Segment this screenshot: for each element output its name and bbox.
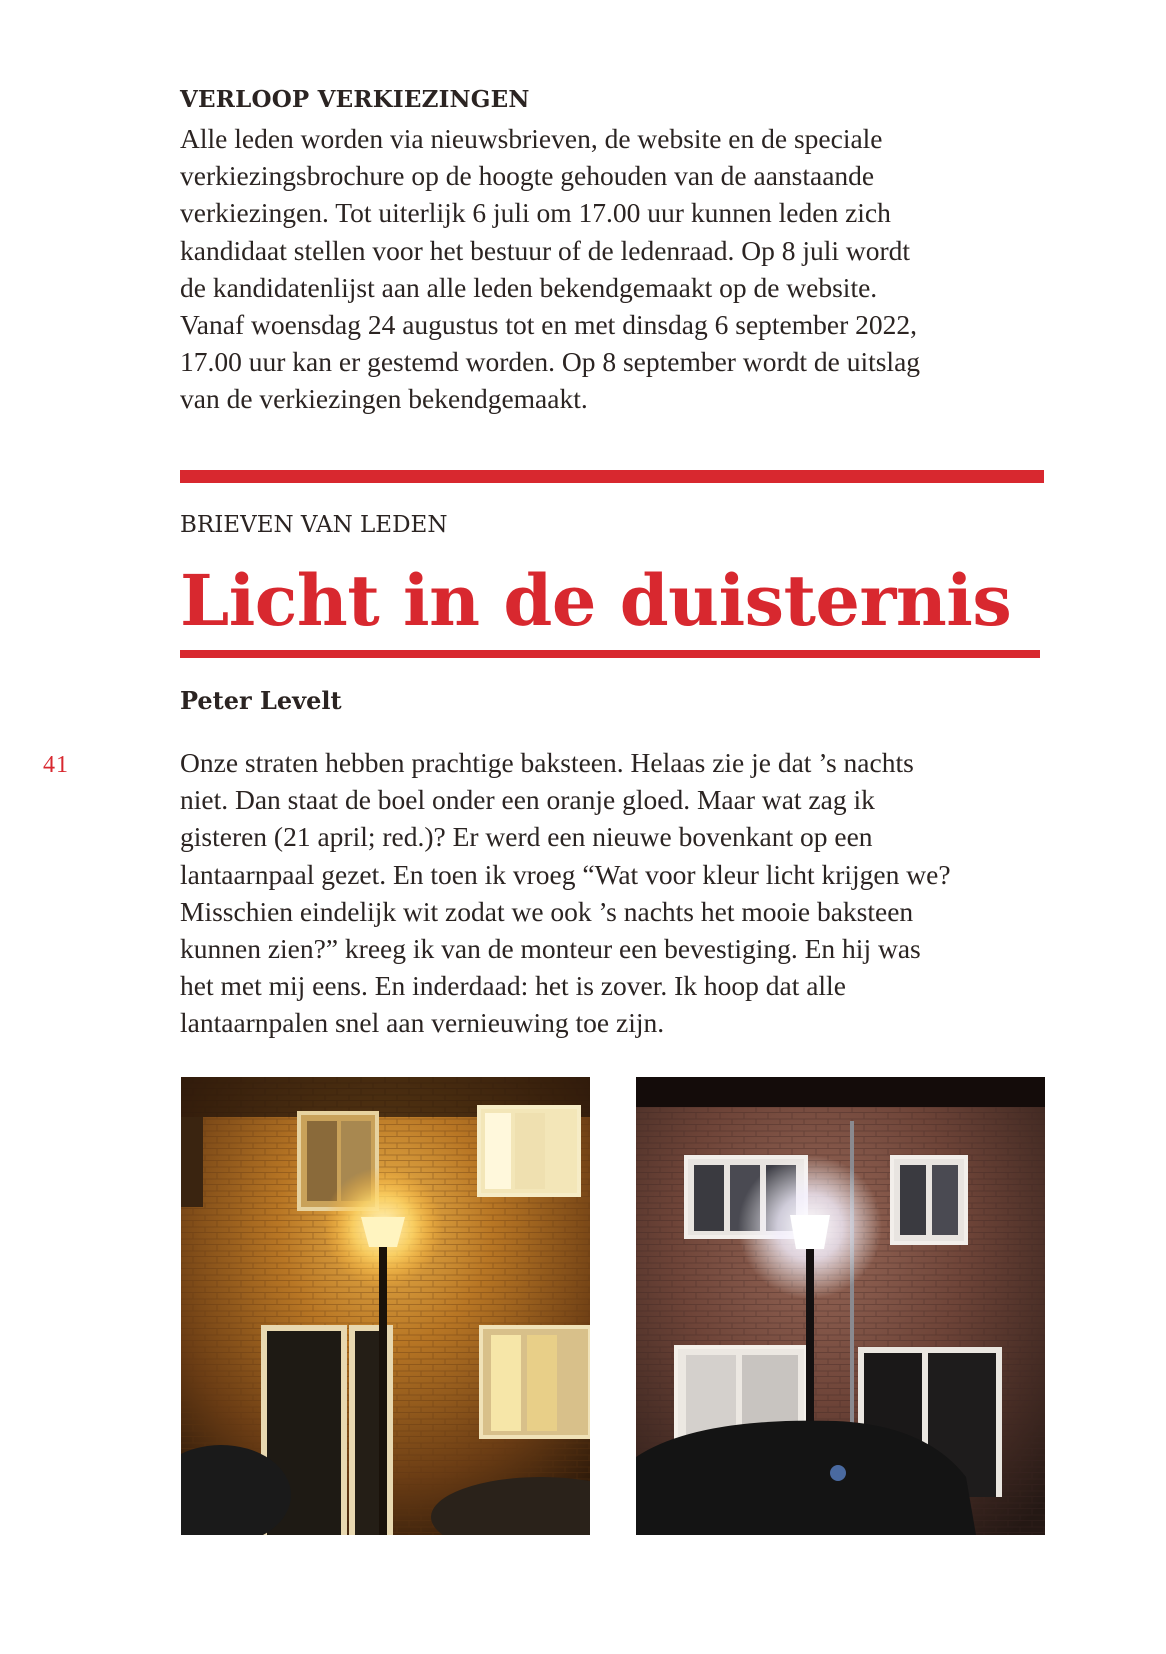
paragraph-line: Vanaf woensdag 24 augustus tot en met dinsdag 6 september 2022,	[180, 309, 918, 341]
paragraph-line: verkiezingen. Tot uiterlijk 6 juli om 17.00 uur kunnen leden zich	[180, 197, 891, 229]
paragraph-line: kandidaat stellen voor het bestuur of de ledenraad. Op 8 juli wordt	[180, 234, 911, 266]
photo-white-streetlight	[636, 1077, 1045, 1535]
paragraph-line: lantaarnpaal gezet. En toen ik vroeg “Wat voor kleur licht krijgen we?	[180, 858, 951, 890]
paragraph-line: van de verkiezingen bekendgemaakt.	[180, 383, 588, 415]
paragraph-line: 17.00 uur kan er gestemd worden. Op 8 september wordt de uitslag	[180, 346, 921, 378]
paragraph-line: niet. Dan staat de boel onder een oranje gloed. Maar wat zag ik	[180, 784, 875, 816]
paragraph-line: lantaarnpalen snel aan vernieuwing toe zijn.	[180, 1007, 665, 1039]
verloop-paragraph	[180, 120, 1045, 418]
article-title: Licht in de duisternis	[180, 559, 1012, 642]
letter-paragraph	[180, 744, 1045, 1042]
section-heading-verloop: VERLOOP VERKIEZINGEN	[180, 86, 530, 113]
article-category: BRIEVEN VAN LEDEN	[180, 512, 448, 538]
title-underline	[180, 650, 1040, 658]
paragraph-line: kunnen zien?” kreeg ik van de monteur een bevestiging. En hij was	[180, 933, 921, 965]
photo-orange-streetlight-image	[181, 1077, 590, 1535]
photo-orange-streetlight	[181, 1077, 590, 1535]
page-number: 41	[43, 752, 69, 778]
section-divider	[180, 470, 1044, 483]
paragraph-line: de kandidatenlijst aan alle leden bekendgemaakt op de website.	[180, 271, 878, 303]
paragraph-line: Alle leden worden via nieuwsbrieven, de website en de speciale	[180, 123, 883, 154]
paragraph-line: Onze straten hebben prachtige baksteen. Helaas zie je dat ’s nachts	[180, 747, 914, 778]
article-author: Peter Levelt	[180, 686, 342, 715]
paragraph-line: Misschien eindelijk wit zodat we ook ’s nachts het mooie baksteen	[180, 895, 914, 927]
paragraph-line: verkiezingsbrochure op de hoogte gehouden van de aanstaande	[180, 160, 875, 192]
paragraph-line: gisteren (21 april; red.)? Er werd een nieuwe bovenkant op een	[180, 821, 873, 853]
paragraph-line: het met mij eens. En inderdaad: het is zover. Ik hoop dat alle	[180, 970, 846, 1002]
photo-white-streetlight-image	[636, 1077, 1045, 1535]
